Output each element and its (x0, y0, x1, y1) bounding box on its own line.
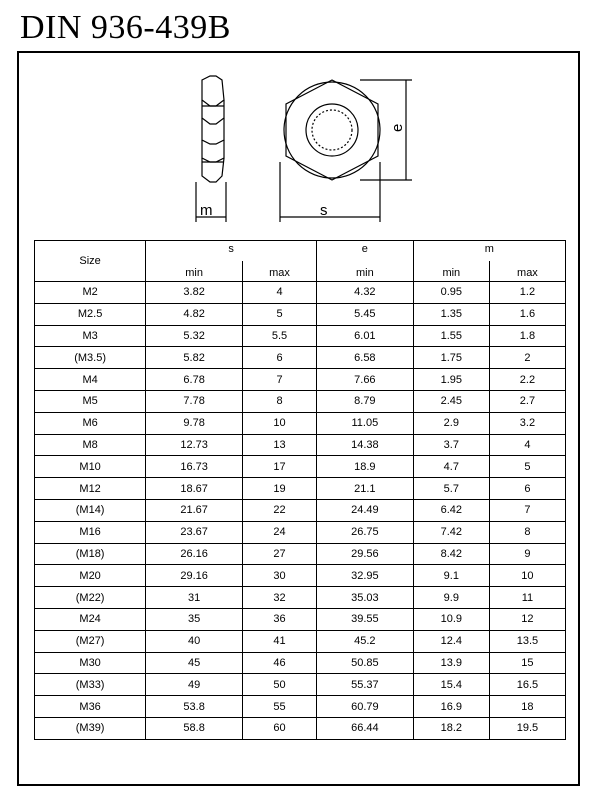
cell-m-min: 10.9 (413, 608, 489, 630)
cell-s-max: 4 (243, 282, 317, 304)
header-s-min: min (146, 261, 243, 282)
cell-size: M2 (35, 282, 146, 304)
table-row (35, 630, 566, 652)
cell-s-max: 55 (243, 696, 317, 718)
table-row (35, 565, 566, 587)
cell-size: M10 (35, 456, 146, 478)
table-row (35, 717, 566, 739)
header-s-max: max (243, 261, 317, 282)
table-row (35, 652, 566, 674)
table-row (35, 696, 566, 718)
cell-m-min: 5.7 (413, 478, 489, 500)
cell-e-min: 29.56 (316, 543, 413, 565)
cell-m-max: 2 (489, 347, 565, 369)
table-row (35, 674, 566, 696)
dimensions-table (34, 240, 566, 740)
cell-m-min: 12.4 (413, 630, 489, 652)
cell-size: (M33) (35, 674, 146, 696)
header-e-min: min (316, 261, 413, 282)
cell-e-min: 35.03 (316, 587, 413, 609)
cell-s-min: 45 (146, 652, 243, 674)
header-m: m (413, 241, 565, 262)
cell-s-max: 19 (243, 478, 317, 500)
cell-s-max: 50 (243, 674, 317, 696)
cell-e-min: 66.44 (316, 717, 413, 739)
cell-size: (M22) (35, 587, 146, 609)
cell-s-max: 60 (243, 717, 317, 739)
cell-s-max: 13 (243, 434, 317, 456)
cell-s-max: 5 (243, 303, 317, 325)
cell-s-min: 29.16 (146, 565, 243, 587)
s-dimension-label: s (320, 202, 328, 219)
cell-s-min: 35 (146, 608, 243, 630)
cell-size: M4 (35, 369, 146, 391)
page-title: DIN 936-439B (20, 9, 231, 46)
cell-size: M3 (35, 325, 146, 347)
cell-s-min: 58.8 (146, 717, 243, 739)
cell-m-min: 3.7 (413, 434, 489, 456)
cell-s-max: 32 (243, 587, 317, 609)
cell-e-min: 18.9 (316, 456, 413, 478)
cell-size: M6 (35, 412, 146, 434)
cell-m-min: 2.9 (413, 412, 489, 434)
table-row (35, 587, 566, 609)
cell-m-min: 7.42 (413, 521, 489, 543)
cell-size: (M39) (35, 717, 146, 739)
cell-s-max: 10 (243, 412, 317, 434)
cell-e-min: 32.95 (316, 565, 413, 587)
cell-s-min: 53.8 (146, 696, 243, 718)
cell-size: M8 (35, 434, 146, 456)
header-m-max: max (489, 261, 565, 282)
cell-size: M16 (35, 521, 146, 543)
cell-s-min: 21.67 (146, 499, 243, 521)
cell-e-min: 11.05 (316, 412, 413, 434)
cell-s-max: 36 (243, 608, 317, 630)
cell-s-max: 7 (243, 369, 317, 391)
cell-m-max: 1.8 (489, 325, 565, 347)
cell-e-min: 4.32 (316, 282, 413, 304)
cell-m-min: 8.42 (413, 543, 489, 565)
cell-e-min: 21.1 (316, 478, 413, 500)
table-row (35, 499, 566, 521)
table-row (35, 347, 566, 369)
cell-m-max: 1.6 (489, 303, 565, 325)
cell-s-max: 41 (243, 630, 317, 652)
cell-m-max: 8 (489, 521, 565, 543)
nut-side-view (202, 76, 224, 182)
cell-size: (M27) (35, 630, 146, 652)
cell-size: (M3.5) (35, 347, 146, 369)
cell-s-min: 5.32 (146, 325, 243, 347)
cell-m-min: 1.55 (413, 325, 489, 347)
table-row (35, 303, 566, 325)
cell-m-min: 1.75 (413, 347, 489, 369)
cell-s-min: 16.73 (146, 456, 243, 478)
cell-s-min: 12.73 (146, 434, 243, 456)
cell-m-max: 15 (489, 652, 565, 674)
table-row (35, 434, 566, 456)
cell-m-max: 10 (489, 565, 565, 587)
cell-e-min: 6.58 (316, 347, 413, 369)
cell-m-min: 15.4 (413, 674, 489, 696)
cell-m-max: 4 (489, 434, 565, 456)
cell-m-max: 11 (489, 587, 565, 609)
cell-s-min: 6.78 (146, 369, 243, 391)
cell-e-min: 55.37 (316, 674, 413, 696)
cell-s-min: 9.78 (146, 412, 243, 434)
cell-m-max: 18 (489, 696, 565, 718)
cell-m-min: 2.45 (413, 390, 489, 412)
cell-e-min: 24.49 (316, 499, 413, 521)
cell-s-min: 40 (146, 630, 243, 652)
cell-m-max: 5 (489, 456, 565, 478)
cell-m-max: 1.2 (489, 282, 565, 304)
cell-m-max: 2.7 (489, 390, 565, 412)
nut-technical-drawing (150, 62, 450, 232)
cell-e-min: 45.2 (316, 630, 413, 652)
cell-e-min: 8.79 (316, 390, 413, 412)
cell-s-max: 17 (243, 456, 317, 478)
cell-s-max: 46 (243, 652, 317, 674)
table-row (35, 369, 566, 391)
cell-size: M30 (35, 652, 146, 674)
table-row (35, 282, 566, 304)
cell-size: M2.5 (35, 303, 146, 325)
cell-size: (M14) (35, 499, 146, 521)
table-row (35, 412, 566, 434)
cell-m-max: 7 (489, 499, 565, 521)
table-row (35, 521, 566, 543)
cell-e-min: 7.66 (316, 369, 413, 391)
header-e: e (316, 241, 413, 262)
cell-s-min: 4.82 (146, 303, 243, 325)
cell-m-max: 6 (489, 478, 565, 500)
header-m-min: min (413, 261, 489, 282)
cell-e-min: 6.01 (316, 325, 413, 347)
cell-m-min: 0.95 (413, 282, 489, 304)
cell-m-min: 13.9 (413, 652, 489, 674)
cell-s-max: 6 (243, 347, 317, 369)
cell-size: M5 (35, 390, 146, 412)
cell-m-min: 16.9 (413, 696, 489, 718)
cell-m-max: 16.5 (489, 674, 565, 696)
table-row (35, 543, 566, 565)
cell-s-min: 31 (146, 587, 243, 609)
cell-m-min: 4.7 (413, 456, 489, 478)
nut-front-view (284, 80, 380, 180)
cell-s-min: 3.82 (146, 282, 243, 304)
cell-m-min: 6.42 (413, 499, 489, 521)
cell-e-min: 39.55 (316, 608, 413, 630)
cell-s-min: 18.67 (146, 478, 243, 500)
cell-s-min: 7.78 (146, 390, 243, 412)
cell-m-max: 19.5 (489, 717, 565, 739)
cell-m-max: 13.5 (489, 630, 565, 652)
cell-s-max: 8 (243, 390, 317, 412)
cell-e-min: 60.79 (316, 696, 413, 718)
cell-size: M36 (35, 696, 146, 718)
cell-size: (M18) (35, 543, 146, 565)
cell-e-min: 26.75 (316, 521, 413, 543)
m-dimension-label: m (200, 202, 213, 219)
cell-e-min: 14.38 (316, 434, 413, 456)
cell-m-max: 2.2 (489, 369, 565, 391)
cell-m-max: 12 (489, 608, 565, 630)
header-s: s (146, 241, 317, 262)
cell-e-min: 50.85 (316, 652, 413, 674)
cell-size: M20 (35, 565, 146, 587)
cell-m-min: 9.1 (413, 565, 489, 587)
cell-size: M24 (35, 608, 146, 630)
cell-m-min: 9.9 (413, 587, 489, 609)
header-size: Size (35, 241, 146, 282)
table-body (35, 282, 566, 740)
table-row (35, 608, 566, 630)
e-dimension-label: e (389, 123, 406, 132)
cell-s-min: 26.16 (146, 543, 243, 565)
cell-s-max: 30 (243, 565, 317, 587)
cell-m-max: 9 (489, 543, 565, 565)
cell-size: M12 (35, 478, 146, 500)
cell-s-max: 22 (243, 499, 317, 521)
cell-s-max: 27 (243, 543, 317, 565)
cell-m-min: 1.95 (413, 369, 489, 391)
table-row (35, 478, 566, 500)
cell-s-min: 5.82 (146, 347, 243, 369)
cell-m-min: 18.2 (413, 717, 489, 739)
s-dimension-lines (280, 162, 380, 222)
cell-e-min: 5.45 (316, 303, 413, 325)
cell-s-min: 23.67 (146, 521, 243, 543)
cell-m-max: 3.2 (489, 412, 565, 434)
table-row (35, 456, 566, 478)
cell-s-min: 49 (146, 674, 243, 696)
table-row (35, 390, 566, 412)
table-row (35, 325, 566, 347)
cell-m-min: 1.35 (413, 303, 489, 325)
cell-s-max: 5.5 (243, 325, 317, 347)
cell-s-max: 24 (243, 521, 317, 543)
